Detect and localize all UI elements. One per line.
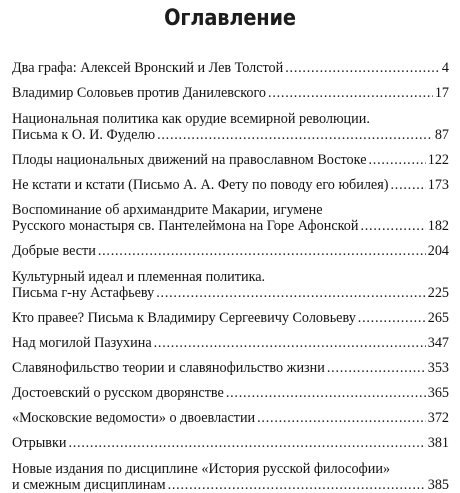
toc-entry[interactable]	[12, 385, 449, 401]
toc-entry-page: 173	[427, 177, 449, 193]
toc-entry-title: Над могилой Пазухина	[12, 335, 152, 351]
page-title: Оглавление	[164, 6, 296, 31]
dot-leader	[369, 152, 426, 168]
toc-entry-page: 347	[427, 335, 449, 351]
toc-entry-page: 385	[427, 477, 449, 493]
toc-entry[interactable]	[12, 177, 449, 193]
dot-leader	[257, 410, 426, 426]
dot-leader	[285, 60, 440, 76]
toc-entry[interactable]	[12, 152, 449, 168]
toc-entry-title: Достоевский о русском дворянстве	[12, 385, 224, 401]
toc-entry-title-line1: Культурный идеал и племенная политика.	[12, 269, 266, 285]
toc-entry-title-line1: Новые издания по дисциплине «История русской философии»	[12, 461, 391, 477]
toc-entry[interactable]	[12, 310, 449, 326]
dot-leader	[360, 218, 425, 234]
toc-entry-title: Два графа: Алексей Вронский и Лев Толстой	[12, 60, 284, 76]
toc-entry-page: 365	[427, 385, 449, 401]
toc-entry-page: 265	[427, 310, 449, 326]
toc-entry-title: Славянофильство теории и славянофильство жизни	[12, 360, 325, 376]
dot-leader	[327, 360, 426, 376]
toc-entry[interactable]	[12, 461, 449, 493]
toc-entry-page: 353	[427, 360, 449, 376]
toc-entry-title-line2: Русского монастыря св. Пантелеймона на Горе Афонской	[12, 218, 359, 234]
toc-entry-title-line1: Воспоминание об архимандрите Макарии, игумене	[12, 202, 323, 218]
toc-entry[interactable]	[12, 85, 449, 101]
toc-entry-page: 204	[427, 243, 449, 259]
toc-entry[interactable]	[12, 202, 449, 234]
toc-entry[interactable]	[12, 269, 449, 301]
toc-entry[interactable]	[12, 410, 449, 426]
dot-leader	[390, 177, 425, 193]
toc-entry-title: Плоды национальных движений на православном Востоке	[12, 152, 367, 168]
dot-leader	[154, 335, 426, 351]
toc-entry-title-line2: Письма к О. И. Фуделю	[12, 127, 156, 143]
toc-entry-title: Не кстати и кстати (Письмо А. А. Фету по поводу его юбилея)	[12, 177, 389, 193]
dot-leader	[168, 477, 426, 493]
toc-entry-title: Добрые вести	[12, 243, 96, 259]
toc-entry-title-line2: Письма г-ну Астафьеву	[12, 285, 155, 301]
toc-entry-page: 17	[434, 85, 449, 101]
toc-entry[interactable]	[12, 60, 449, 76]
toc-entry[interactable]	[12, 243, 449, 259]
toc-entry-page: 372	[427, 410, 449, 426]
dot-leader	[358, 310, 426, 326]
toc-entry-page: 225	[427, 285, 449, 301]
toc-entry-title: Кто правее? Письма к Владимиру Сергеевичу Соловьеву	[12, 310, 356, 326]
toc-entry[interactable]	[12, 111, 449, 143]
dot-leader	[68, 435, 425, 451]
toc-entry[interactable]	[12, 360, 449, 376]
toc-entry-title: Владимир Соловьев против Данилевского	[12, 85, 267, 101]
toc-entry-title: Отрывки	[12, 435, 67, 451]
toc-entry-title-line2: и смежным дисциплинам	[12, 477, 166, 493]
toc-entry[interactable]	[12, 435, 449, 451]
toc-entry-page: 87	[434, 127, 449, 143]
toc-entry[interactable]	[12, 335, 449, 351]
dot-leader	[157, 127, 433, 143]
dot-leader	[226, 385, 426, 401]
toc-entry-title-line1: Национальная политика как орудие всемирной революции.	[12, 111, 370, 127]
toc-entry-title: «Московские ведомости» о двоевластии	[12, 410, 256, 426]
dot-leader	[98, 243, 426, 259]
table-of-contents	[12, 60, 449, 493]
toc-entry-page: 381	[427, 435, 449, 451]
toc-entry-page: 122	[427, 152, 449, 168]
toc-entry-page: 182	[427, 218, 449, 234]
dot-leader	[268, 85, 433, 101]
toc-entry-page: 4	[441, 60, 449, 76]
dot-leader	[156, 285, 425, 301]
